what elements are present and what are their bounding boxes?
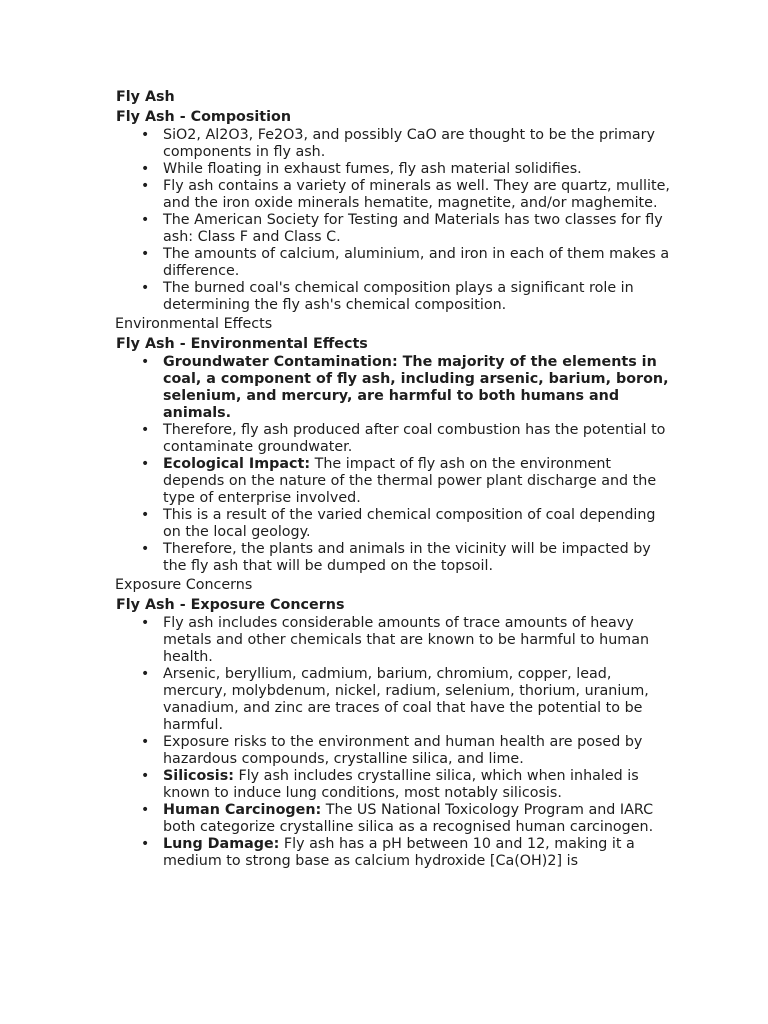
bullet-icon: •	[141, 541, 150, 557]
bullet-icon: •	[141, 666, 150, 682]
bullet-icon: •	[141, 768, 150, 784]
bullet-list	[116, 354, 676, 575]
bullet-icon: •	[141, 734, 150, 750]
bullet-list	[116, 615, 676, 870]
list-item: • Human Carcinogen: The US National Toxicology Program and IARC both categorize crystalline silica as a recognised human carcinogen.	[141, 802, 654, 835]
section-heading: Fly Ash - Composition	[116, 109, 292, 125]
bullet-icon: •	[141, 127, 150, 143]
document-body	[116, 87, 676, 870]
list-item: • Therefore, fly ash produced after coal combustion has the potential to contaminate groundwater.	[141, 422, 666, 455]
list-item: • This is a result of the varied chemical composition of coal depending on the local geology.	[141, 507, 656, 540]
bullet-icon: •	[141, 178, 150, 194]
bullet-icon: •	[141, 422, 150, 438]
bullet-icon: •	[141, 212, 150, 228]
bullet-icon: •	[141, 161, 150, 177]
list-item: • The amounts of calcium, aluminium, and iron in each of them makes a difference.	[141, 246, 670, 279]
list-item: • Exposure risks to the environment and human health are posed by hazardous compounds, crystalline silica, and lime.	[141, 734, 643, 767]
bullet-icon: •	[141, 507, 150, 523]
list-item: • Fly ash contains a variety of minerals as well. They are quartz, mullite, and the iron oxide minerals hematite, magnetite, and/or maghemite.	[141, 178, 670, 211]
bullet-icon: •	[141, 836, 150, 852]
bullet-icon: •	[141, 280, 150, 296]
list-item: • Lung Damage: Fly ash has a pH between 10 and 12, making it a medium to strong base as calcium hydroxide [Ca(OH)2] is	[141, 836, 635, 869]
bullet-icon: •	[141, 246, 150, 262]
list-item: • SiO2, Al2O3, Fe2O3, and possibly CaO are thought to be the primary components in fly ash.	[141, 127, 655, 160]
section-heading: Fly Ash - Exposure Concerns	[116, 597, 345, 613]
list-item: • Therefore, the plants and animals in the vicinity will be impacted by the fly ash that will be dumped on the topsoil.	[141, 541, 651, 574]
list-item: • Groundwater Contamination: The majority of the elements in coal, a component of fly ash, including arsenic, barium, boron, selenium, and mercury, are harmful to both humans and animals.	[141, 354, 669, 421]
section-environmental-effects	[116, 314, 676, 575]
bullet-icon: •	[141, 615, 150, 631]
list-item: • Ecological Impact: The impact of fly ash on the environment depends on the nature of the thermal power plant discharge and the type of enterprise involved.	[141, 456, 657, 506]
bullet-icon: •	[141, 354, 150, 370]
bullet-list	[116, 127, 676, 314]
section-exposure-concerns	[116, 575, 676, 870]
list-item: • The burned coal's chemical composition plays a significant role in determining the fly ash's chemical composition.	[141, 280, 634, 313]
section-label: Exposure Concerns	[115, 577, 253, 593]
section-heading: Fly Ash - Environmental Effects	[116, 336, 368, 352]
bullet-icon: •	[141, 456, 150, 472]
section-composition	[116, 107, 676, 314]
list-item: • Silicosis: Fly ash includes crystalline silica, which when inhaled is known to induce lung conditions, most notably silicosis.	[141, 768, 639, 801]
list-item: • Arsenic, beryllium, cadmium, barium, chromium, copper, lead, mercury, molybdenum, nickel, radium, selenium, thorium, uranium, vanadium, and zinc are traces of coal that have the potential to be harmful.	[141, 666, 649, 733]
list-item: • Fly ash includes considerable amounts of trace amounts of heavy metals and other chemicals that are known to be harmful to human health.	[141, 615, 650, 665]
section-label: Environmental Effects	[115, 316, 273, 332]
bullet-icon: •	[141, 802, 150, 818]
list-item: • While floating in exhaust fumes, fly ash material solidifies.	[141, 161, 582, 177]
document-title: Fly Ash	[116, 89, 175, 105]
list-item: • The American Society for Testing and Materials has two classes for fly ash: Class F and Class C.	[141, 212, 663, 245]
